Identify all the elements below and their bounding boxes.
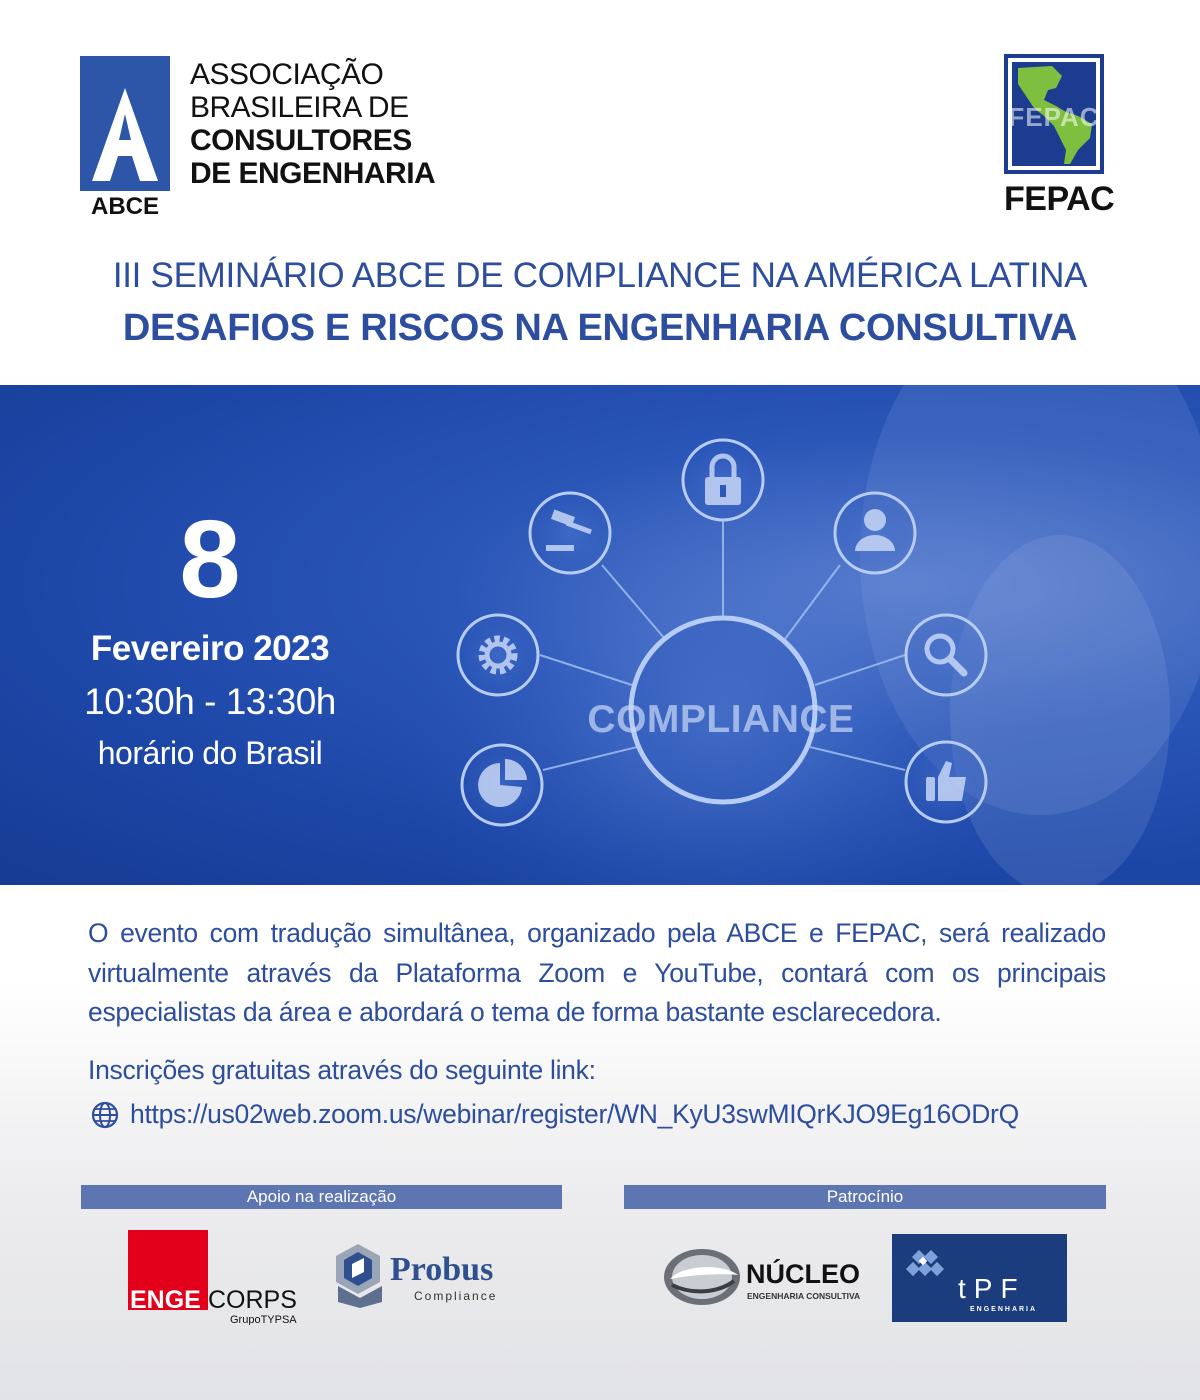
nucleo-name: NÚCLEO bbox=[746, 1259, 860, 1289]
pie-chart-icon bbox=[462, 745, 542, 825]
event-time: 10:30h - 13:30h bbox=[84, 681, 336, 722]
event-timezone: horário do Brasil bbox=[97, 735, 323, 771]
probus-logo bbox=[334, 1242, 519, 1308]
event-title: III SEMINÁRIO ABCE DE COMPLIANCE NA AMÉRICA LATINA bbox=[112, 256, 1088, 295]
probus-name: Probus bbox=[390, 1251, 494, 1288]
registration-url[interactable]: https://us02web.zoom.us/webinar/register/WN_KyU3swMIQrKJO9Eg16ODrQ bbox=[130, 1099, 1019, 1129]
tpf-sub: ENGENHARIA bbox=[970, 1306, 1038, 1313]
probus-sub: Compliance bbox=[414, 1289, 498, 1303]
event-month: Fevereiro 2023 bbox=[90, 629, 330, 668]
abce-name-line: DE ENGENHARIA bbox=[190, 157, 436, 190]
user-icon bbox=[835, 493, 915, 573]
fepac-logo bbox=[1004, 54, 1104, 174]
tpf-name: tPF bbox=[958, 1273, 1026, 1304]
registration-label: Inscrições gratuitas através do seguinte link: bbox=[88, 1055, 596, 1085]
event-description: O evento com tradução simultânea, organizado pela ABCE e FEPAC, será realizado virtualmente através da Plataforma Zoom e YouTube, contará com os principais especialistas da área e abordará o tema de forma bastante esclarecedora. bbox=[88, 918, 1106, 1027]
event-subtitle: DESAFIOS E RISCOS NA ENGENHARIA CONSULTIVA bbox=[122, 307, 1078, 349]
abce-logo-text: ABCE bbox=[90, 193, 160, 218]
gavel-icon bbox=[530, 493, 610, 573]
globe-icon bbox=[90, 1100, 120, 1130]
hero-banner bbox=[0, 385, 1200, 885]
engecorps-corps: CORPS bbox=[208, 1286, 297, 1314]
abce-name bbox=[190, 58, 435, 190]
abce-name-line: ASSOCIAÇÃO bbox=[190, 58, 384, 91]
abce-name-line: BRASILEIRA DE bbox=[190, 91, 409, 124]
compliance-label: COMPLIANCE bbox=[587, 698, 855, 741]
fepac-label: FEPAC bbox=[1004, 180, 1115, 218]
nucleo-logo bbox=[662, 1245, 872, 1310]
gear-icon bbox=[458, 615, 538, 695]
nucleo-sub: ENGENHARIA CONSULTIVA bbox=[747, 1291, 861, 1301]
event-day: 8 bbox=[179, 498, 241, 621]
engecorps-group: GrupoTYPSA bbox=[230, 1314, 297, 1325]
abce-name-line: CONSULTORES bbox=[190, 124, 412, 157]
registration-link[interactable] bbox=[90, 1099, 1019, 1130]
engecorps-enge: ENGE bbox=[130, 1286, 201, 1314]
sponsor-header: Patrocínio bbox=[624, 1185, 1106, 1209]
search-icon bbox=[906, 615, 986, 695]
tpf-logo bbox=[892, 1234, 1067, 1322]
engecorps-logo bbox=[128, 1230, 308, 1325]
support-header: Apoio na realização bbox=[81, 1185, 562, 1209]
abce-logo bbox=[80, 56, 170, 218]
fepac-logo-text: FEPAC bbox=[1008, 102, 1100, 132]
